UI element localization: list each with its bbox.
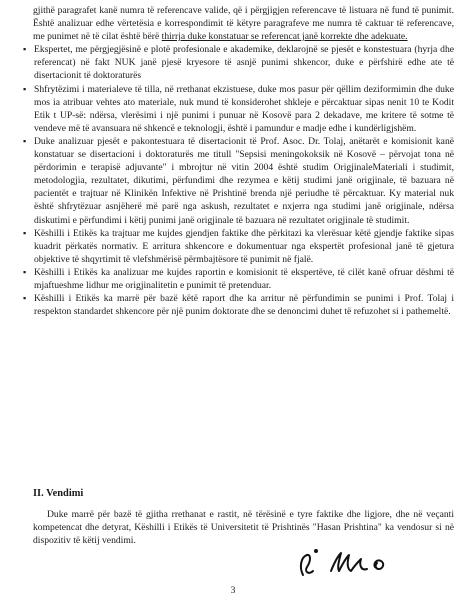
- section-title: II. Vendimi: [33, 488, 84, 499]
- page-number: 3: [230, 585, 236, 596]
- list-item: ▪ Këshilli i Etikës ka trajtuar me kujdes gjendjen faktike dhe përkitazi ka vlerësuar këtë gjendje faktike sipas kuadrit përkatës normativ. E arritura shkencore e dokumentuar nga ekspertët profesional janë të gjetura objektive të shqyrtimit të vlefshmërisë përmbajtësore të punimit në fjalë.: [26, 227, 454, 266]
- intro-paragraph: [33, 4, 454, 43]
- list-item: ▪ Shfrytëzimi i materialeve të tilla, në rrethanat ekzistuese, duke mos pasur për qëllim deziformimin dhe duke mos ia atribuar vehtes ato materiale, nuk mund të konsiderohet shkleje e përcaktuar sipas nenit 10 te Kodit Etik t UP-së: ndërsa, vlerësimi i një punimi i punuar në Kosovë para 2 dekadave, me kritere të sotme të vendeve më të avansuara në shkencë e teknologji, është i pamundur e madje edhe i kundërligjshëm.: [26, 83, 454, 135]
- list-item: ▪ Këshilli i Etikës ka marrë për bazë këtë raport dhe ka arritur në përfundimin se punimi i Prof. Tolaj i respekton standardet shkencore për një punim doktorate dhe se denoncimi duhet të refuzohet si i pathemeltë.: [26, 292, 454, 318]
- intro-text: gjithë paragrafet kanë numra të referencave valide, që i përgjigjen referencave të listuara në fund të punimit. Është analizuar edhe vërtetësia e korrespondimit të këtyre paragrafeve me numra të caktuar të referencave, me punimet në të cilat është bërë: [33, 5, 454, 43]
- findings-list: [26, 43, 454, 318]
- list-item: ▪ Këshilli i Etikës ka analizuar me kujdes raportin e komisionit të ekspertëve, të cilët kanë ofruar dëshmi të mjaftueshme lidhur me origjinalitetin e punimit të pretenduar.: [26, 266, 454, 292]
- decision-paragraph: Duke marrë për bazë të gjitha rrethanat e rastit, në tërësinë e tyre faktike dhe ligjore, dhe në veçanti kompetencat dhe detyrat, Këshilli i Etikës të Universitetit të Prishtinës "Hasan Prishtina" ka vendosur si në dispozitiv të këtij vendimi.: [33, 509, 454, 547]
- page-body: [26, 4, 454, 318]
- list-item: ▪ Ekspertet, me përgjegjësinë e plotë profesionale e akademike, deklarojnë se pjesët e konstestuara (hyrja dhe referencat) në fakt NUK janë pjesë kryesore të asnjë punimi shkencor, duke e përfshirë edhe ate të disertacionit të doktoraturës: [26, 43, 454, 82]
- signature-image: [295, 545, 405, 581]
- intro-underlined-text: thirrja duke konstatuar se referencat janë korrekte dhe adekuate.: [161, 31, 408, 43]
- list-item: ▪ Duke analizuar pjesët e pakontestuara të disertacionit të Prof. Asoc. Dr. Tolaj, anëtarët e komisionit kanë konstatuar se disertacioni i doktoraturës me titull "Sepsisi meningokoksik në Kosovë – përvojat tona në përdorimin e terapisë adjuvante" i mbrojtur në vitin 2004 është studim OrigjinaleMateriali i studimit, metodologjia, rezultatet, dikutimi, përfundimi dhe rezymea e këtij studimi janë origjinale, të bazuara në pacientët e trajtuar në Klinikën Infektive në Prishtinë brenda një periudhe të përcaktuar. Ky material nuk është shfrytëzuar asnjëherë më parë nga askush, rezultatet e nxjerra nga studimi janë origjinale, ndërsa diskutimi e përfundimi i këtij punimi janë origjinale të bazuara në rezultatet origjinale të studimit.: [26, 135, 454, 227]
